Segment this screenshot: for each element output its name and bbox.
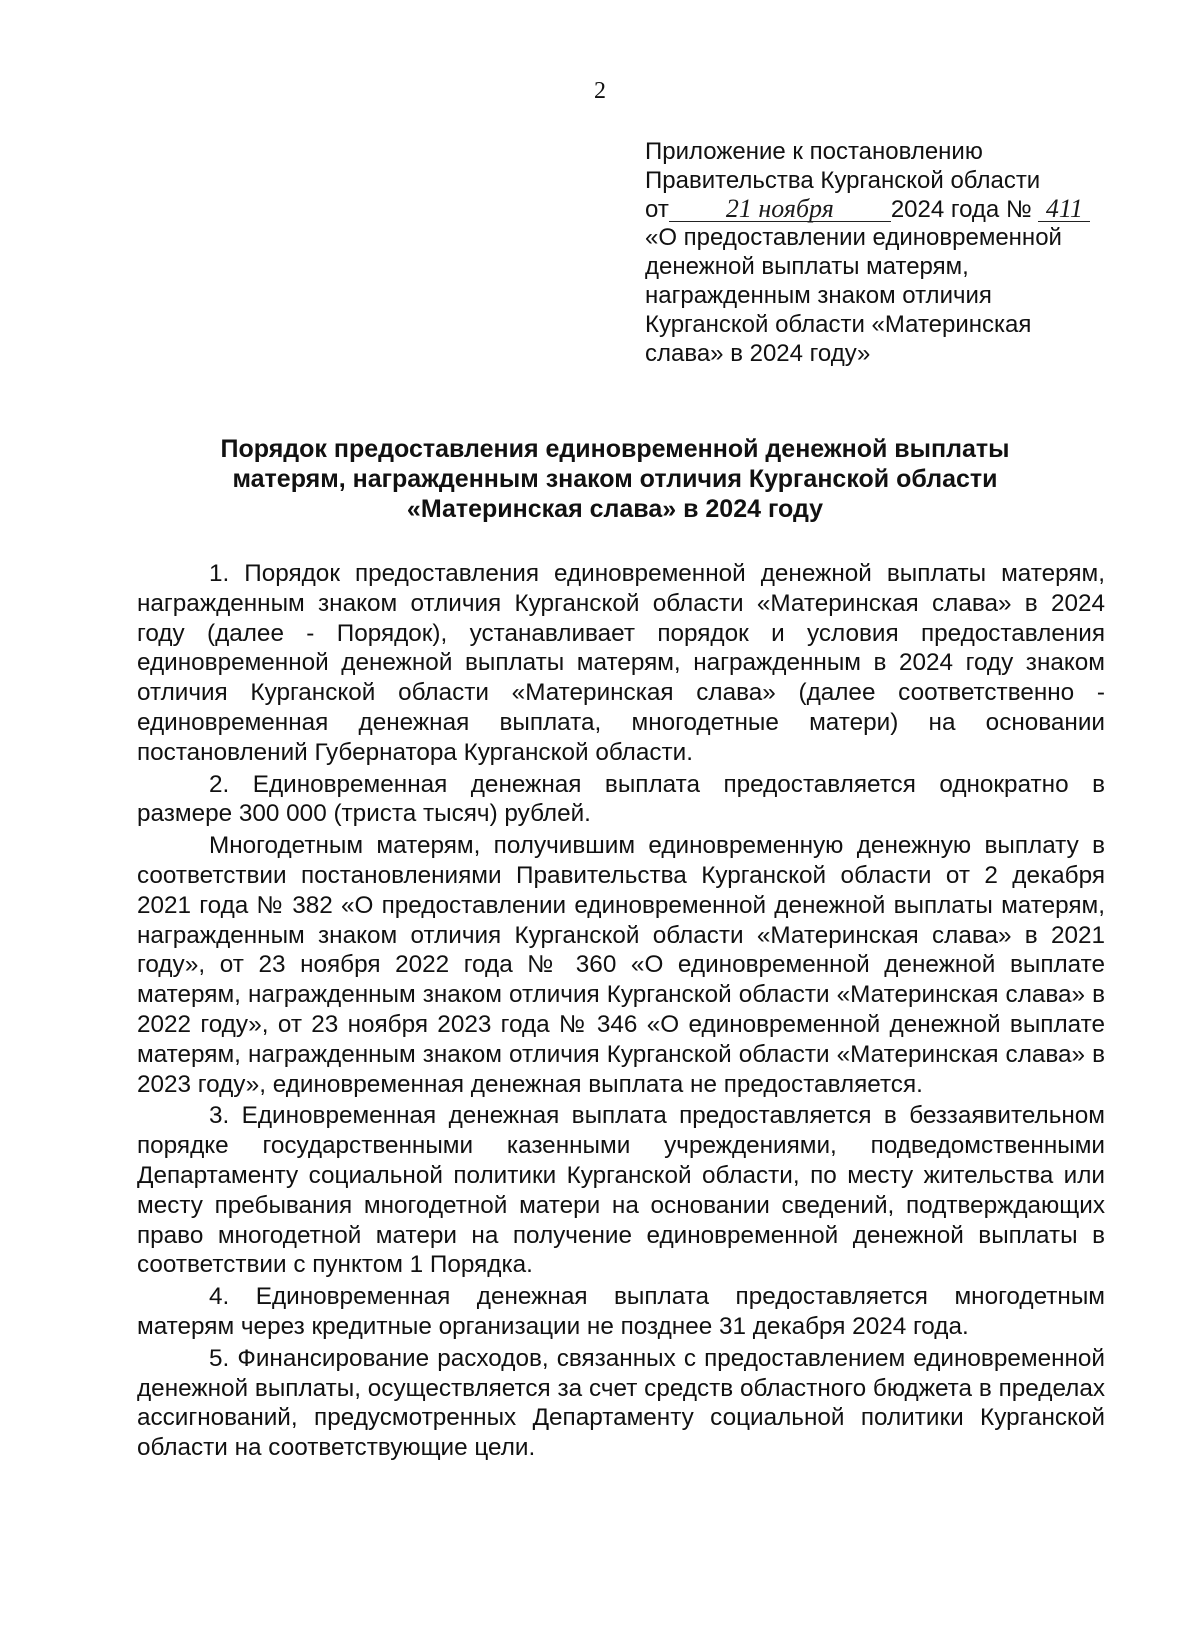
paragraph-3: Многодетным матерям, получившим единовременную денежную выплату в соответствии постановлениями Правительства Курганской области от 2 декабря 2021 года № 382 «О предоставлении единовременной денежной выплаты матерям, награжденным знаком отличия Курганской области «Материнская слава» в 2021 году», от 23 ноября 2022 года № 360 «О единовременной денежной выплате матерям, награжденным знаком отличия Курганской области «Материнская слава» в 2022 году», от 23 ноября 2023 года № 346 «О единовременной денежной выплате матерям, награжденным знаком отличия Курганской области «Материнская слава» в 2023 году», единовременная денежная выплата не предоставляется. [137,832,1105,1098]
handwritten-number: 411 [1038,197,1090,222]
appendix-header [645,138,1095,368]
title-line-1: Порядок предоставления единовременной денежной выплаты [220,435,1010,463]
date-suffix: 2024 года № [890,195,1032,223]
date-prefix: от [645,195,669,223]
appendix-line-5: денежной выплаты матерям, [645,253,969,281]
appendix-line-4: «О предоставлении единовременной [645,224,1062,252]
title-line-2: матерям, награжденным знаком отличия Курганской области [232,465,998,493]
appendix-line-8: слава» в 2024 году» [645,339,871,367]
paragraph-2: 2. Единовременная денежная выплата предоставляется однократно в размере 300 000 (триста тысяч) рублей. [137,770,1105,828]
appendix-date-line [645,193,1095,225]
appendix-line-2: Правительства Курганской области [645,166,1041,194]
appendix-line-6: награжденным знаком отличия [645,281,992,309]
appendix-line-7: Курганской области «Материнская [645,310,1032,338]
paragraph-5: 4. Единовременная денежная выплата предоставляется многодетным матерям через кредитные организации не позднее 31 декабря 2024 года. [137,1283,1105,1340]
document-title [150,434,1080,524]
handwritten-date: 21 ноября [669,197,891,222]
document-body [137,559,1105,1465]
paragraph-4: 3. Единовременная денежная выплата предоставляется в беззаявительном порядке государственными казенными учреждениями, подведомственными Департаменту социальной политики Курганской области, по месту жительства или месту пребывания многодетной матери на основании сведений, подтверждающих право многодетной матери на получение единовременной денежной выплаты в соответствии с пунктом 1 Порядка. [137,1102,1105,1279]
page-number: 2 [594,78,606,104]
title-line-3: «Материнская слава» в 2024 году [406,495,824,523]
paragraph-1: 1. Порядок предоставления единовременной денежной выплаты матерям, награжденным знаком отличия Курганской области «Материнская слава» в 2024 году (далее - Порядок), устанавливает порядок и условия предоставления единовременной денежной выплаты матерям, награжденным в 2024 году знаком отличия Курганской области «Материнская слава» (далее соответственно - единовременная денежная выплата, многодетные матери) на основании постановлений Губернатора Курганской области. [137,560,1105,766]
paragraph-6: 5. Финансирование расходов, связанных с предоставлением единовременной денежной выплаты, осуществляется за счет средств областного бюджета в пределах ассигнований, предусмотренных Департаменту социальной политики Курганской области на соответствующие цели. [137,1344,1105,1462]
appendix-line-1: Приложение к постановлению [645,138,983,165]
